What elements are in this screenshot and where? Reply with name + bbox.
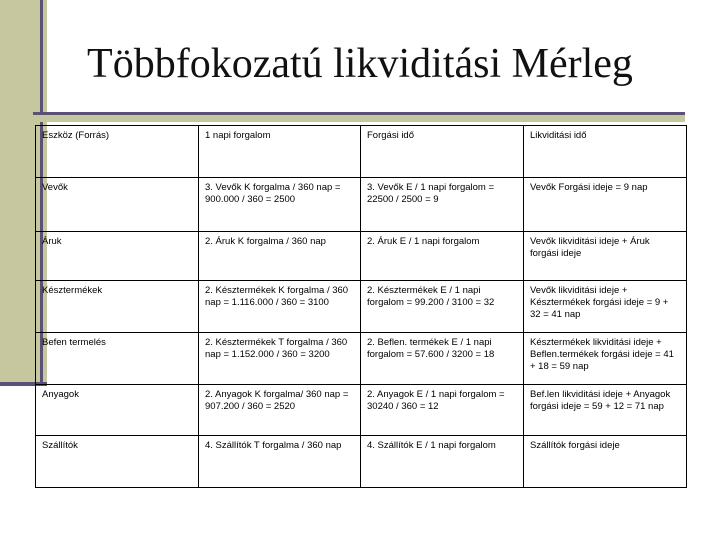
table-cell: 3. Vevők E / 1 napi forgalom = 22500 / 2500 = 9 [361, 178, 524, 232]
table-cell: Szállítók forgási ideje [524, 436, 687, 488]
table-cell: Vevők [36, 178, 199, 232]
slide-title: Többfokozatú likviditási Mérleg [87, 41, 633, 87]
table-cell: Késztermékek likviditási ideje + Beflen.termékek forgási ideje = 41 + 18 = 59 nap [524, 333, 687, 385]
table-cell: 2. Anyagok E / 1 napi forgalom = 30240 / 360 = 12 [361, 385, 524, 436]
table-cell: Szállítók [36, 436, 199, 488]
table-cell: Bef.len likviditási ideje + Anyagok forgási ideje = 59 + 12 = 71 nap [524, 385, 687, 436]
table-cell: 2. Anyagok K forgalma/ 360 nap = 907.200 / 360 = 2520 [199, 385, 361, 436]
table-cell: 2. Beflen. termékek E / 1 napi forgalom = 57.600 / 3200 = 18 [361, 333, 524, 385]
table-cell: 2. Késztermékek T forgalma / 360 nap = 1.152.000 / 360 = 3200 [199, 333, 361, 385]
table-cell: Befen termelés [36, 333, 199, 385]
header-cell: 1 napi forgalom [199, 126, 361, 178]
table-header-row [36, 126, 687, 178]
table-row [36, 178, 687, 232]
table-row [36, 232, 687, 281]
liquidity-table [35, 125, 687, 488]
table-cell: Vevők likviditási ideje + Áruk forgási ideje [524, 232, 687, 281]
table-cell: 4. Szállítók E / 1 napi forgalom [361, 436, 524, 488]
table-cell: Vevők likviditási ideje + Késztermékek forgási ideje = 9 + 32 = 41 nap [524, 281, 687, 333]
table-row [36, 281, 687, 333]
table-cell: Áruk [36, 232, 199, 281]
table-cell: 3. Vevők K forgalma / 360 nap = 900.000 / 360 = 2500 [199, 178, 361, 232]
table-cell: 2. Késztermékek K forgalma / 360 nap = 1.116.000 / 360 = 3100 [199, 281, 361, 333]
table-row [36, 385, 687, 436]
table-cell: 4. Szállítók T forgalma / 360 nap [199, 436, 361, 488]
table-cell: Késztermékek [36, 281, 199, 333]
table-cell: 2. Késztermékek E / 1 napi forgalom = 99.200 / 3100 = 32 [361, 281, 524, 333]
header-cell: Likviditási idő [524, 126, 687, 178]
title-divider-accent [33, 115, 685, 122]
header-cell: Forgási idő [361, 126, 524, 178]
header-cell: Eszköz (Forrás) [36, 126, 199, 178]
table-row [36, 333, 687, 385]
table-cell: 2. Áruk K forgalma / 360 nap [199, 232, 361, 281]
table-cell: 2. Áruk E / 1 napi forgalom [361, 232, 524, 281]
table-row [36, 436, 687, 488]
table-cell: Vevők Forgási ideje = 9 nap [524, 178, 687, 232]
table-cell: Anyagok [36, 385, 199, 436]
